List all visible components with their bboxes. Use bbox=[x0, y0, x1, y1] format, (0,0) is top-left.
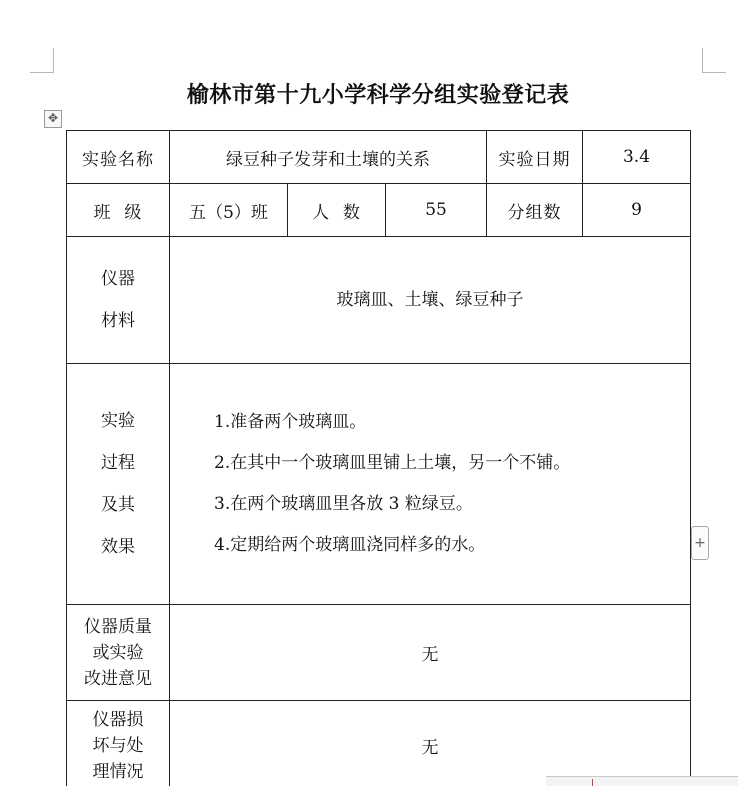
table-row bbox=[67, 237, 691, 364]
damage-label bbox=[67, 701, 170, 786]
process-steps[interactable] bbox=[170, 364, 691, 605]
process-label-line: 过程 bbox=[101, 453, 135, 473]
process-label-line: 效果 bbox=[101, 537, 135, 557]
add-row-button[interactable]: + bbox=[691, 526, 709, 560]
experiment-date-label: 实验日期 bbox=[487, 131, 583, 184]
damage-label-line: 仪器损 bbox=[92, 709, 144, 730]
group-count-label: 分组数 bbox=[487, 184, 583, 237]
page-title: 榆林市第十九小学科学分组实验登记表 bbox=[186, 83, 570, 108]
materials-label bbox=[67, 237, 170, 364]
experiment-date-value[interactable]: 3.4 bbox=[583, 131, 691, 184]
table-row bbox=[67, 184, 691, 237]
table-row bbox=[67, 131, 691, 184]
group-count-value[interactable]: 9 bbox=[583, 184, 691, 237]
experiment-name-value[interactable]: 绿豆种子发芽和土壤的关系 bbox=[170, 131, 487, 184]
status-strip bbox=[546, 776, 738, 786]
corner-mark-top-right bbox=[702, 48, 703, 73]
damage-label-line: 坏与处 bbox=[92, 735, 144, 756]
cursor-mark bbox=[592, 779, 593, 786]
materials-label-line: 仪器 bbox=[101, 269, 135, 289]
damage-label-line: 理情况 bbox=[92, 761, 144, 782]
materials-label-line: 材料 bbox=[101, 311, 135, 331]
quality-label bbox=[67, 605, 170, 701]
quality-label-line: 或实验 bbox=[92, 642, 144, 663]
process-step: 4.定期给两个玻璃皿浇同样多的水。 bbox=[214, 535, 486, 555]
corner-mark-top-right bbox=[702, 72, 726, 73]
class-value[interactable]: 五（5）班 bbox=[170, 184, 288, 237]
class-label: 班 级 bbox=[67, 184, 170, 237]
experiment-register-table bbox=[66, 130, 691, 786]
process-label-line: 实验 bbox=[101, 411, 135, 431]
quality-label-line: 仪器质量 bbox=[84, 616, 152, 637]
table-row bbox=[67, 605, 691, 701]
table-row bbox=[67, 701, 691, 786]
people-value[interactable]: 55 bbox=[386, 184, 487, 237]
corner-mark-top-left bbox=[30, 72, 54, 73]
corner-mark-top-left bbox=[53, 48, 54, 73]
table-move-handle-icon[interactable]: ✥ bbox=[44, 110, 62, 128]
process-label-line: 及其 bbox=[101, 495, 135, 515]
people-label: 人 数 bbox=[288, 184, 386, 237]
process-step: 2.在其中一个玻璃皿里铺上土壤，另一个不铺。 bbox=[214, 453, 571, 473]
experiment-name-label: 实验名称 bbox=[67, 131, 170, 184]
process-step: 1.准备两个玻璃皿。 bbox=[214, 412, 367, 432]
quality-value[interactable]: 无 bbox=[170, 605, 691, 701]
quality-label-line: 改进意见 bbox=[84, 668, 152, 689]
damage-value[interactable]: 无 bbox=[170, 701, 691, 786]
materials-value[interactable]: 玻璃皿、土壤、绿豆种子 bbox=[170, 237, 691, 364]
process-label bbox=[67, 364, 170, 605]
table-row bbox=[67, 364, 691, 605]
process-step: 3.在两个玻璃皿里各放 3 粒绿豆。 bbox=[214, 494, 473, 514]
